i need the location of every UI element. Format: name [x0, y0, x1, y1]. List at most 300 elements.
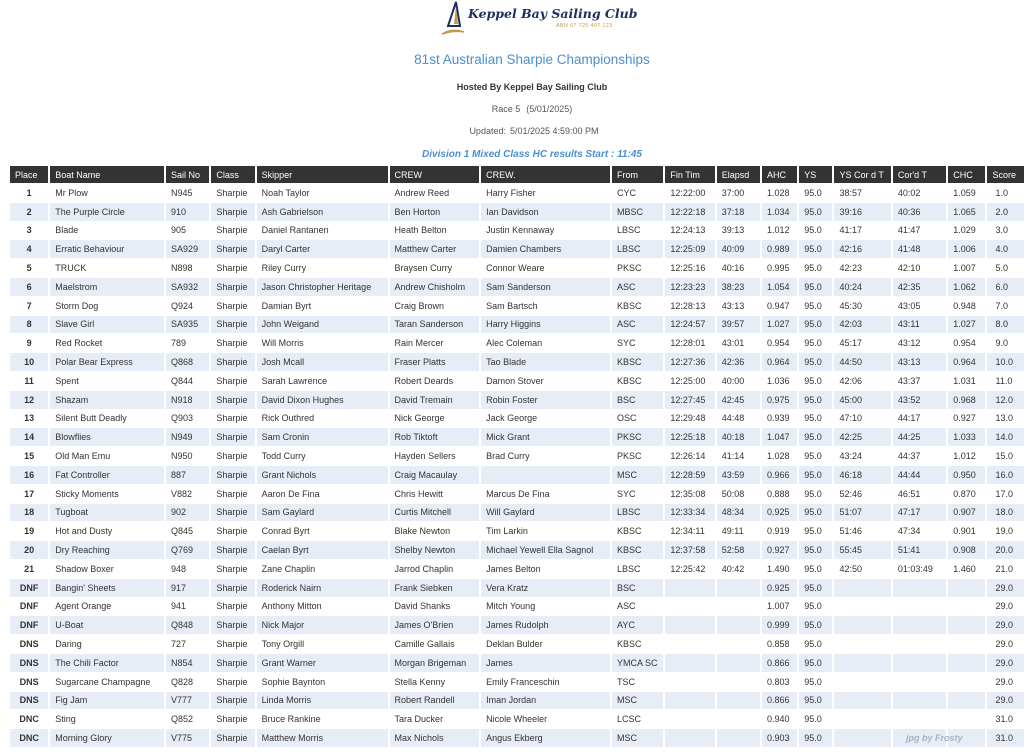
division-heading: Division 1 Mixed Class HC results Start : 11:45: [422, 149, 642, 160]
sail-no-cell: V775: [166, 729, 209, 747]
crew-2-cell: Mick Grant: [481, 428, 610, 446]
fin-time-cell: [665, 616, 714, 634]
sail-no-cell: V777: [166, 692, 209, 710]
score-cell: 20.0: [987, 541, 1023, 559]
sail-no-cell: Q903: [171, 413, 194, 424]
ys-corrected-time-cell: 43:24: [839, 451, 863, 462]
sail-no-cell: 727: [171, 639, 187, 650]
ys-cell: 95.0: [804, 601, 822, 612]
ys-cell: 95.0: [804, 488, 822, 499]
score-cell: 29.0: [987, 579, 1023, 597]
column-header[interactable]: From: [612, 166, 663, 183]
place-cell: DNC: [10, 729, 48, 747]
ys-cell: 95.0: [804, 451, 822, 462]
corrected-time-cell: 43:52: [893, 391, 946, 409]
table-row: [10, 673, 1024, 691]
crew-2-cell: Tao Blade: [481, 353, 610, 371]
elapsed-cell: 44:48: [721, 413, 745, 424]
elapsed-cell: 40:42: [721, 563, 745, 574]
elapsed-cell: [717, 598, 760, 616]
column-header[interactable]: Score: [987, 166, 1023, 183]
score-cell: 15.0: [995, 451, 1014, 462]
skipper-cell: Anthony Mitton: [261, 601, 322, 612]
skipper-cell: Zane Chaplin: [261, 563, 316, 574]
elapsed-cell: 40:18: [717, 428, 760, 446]
ahc-cell: 0.925: [762, 579, 797, 597]
crew-cell: Stella Kenny: [394, 676, 446, 687]
ahc-cell: 1.027: [762, 316, 797, 334]
chc-cell: 1.062: [948, 278, 985, 296]
ys-corrected-time-cell: 47:10: [839, 413, 863, 424]
fin-time-cell: 12:29:48: [670, 413, 706, 424]
column-header[interactable]: Class: [211, 166, 254, 183]
ys-cell: 95.0: [804, 263, 822, 274]
sail-no-cell: 948: [171, 563, 187, 574]
score-cell: 17.0: [995, 488, 1014, 499]
chc-cell: 0.948: [953, 300, 976, 311]
boat-name-cell: Shadow Boxer: [55, 563, 114, 574]
ys-cell: 95.0: [799, 240, 832, 258]
sail-no-cell: Q852: [171, 714, 194, 725]
skipper-cell: Will Morris: [261, 338, 304, 349]
elapsed-cell: 38:23: [717, 278, 760, 296]
class-cell: Sharpie: [216, 676, 248, 687]
table-row: [10, 240, 1024, 258]
chc-cell: [948, 710, 985, 728]
class-cell: Sharpie: [211, 316, 254, 334]
ys-cell: 95.0: [804, 639, 822, 650]
from-cell: PKSC: [612, 428, 663, 446]
ahc-cell: 0.989: [762, 240, 797, 258]
skipper-cell: David Dixon Hughes: [257, 391, 388, 409]
table-row: [10, 560, 1024, 578]
table-row: [10, 447, 1024, 465]
skipper-cell: Linda Morris: [257, 692, 388, 710]
column-header[interactable]: Skipper: [257, 166, 388, 183]
score-cell: 6.0: [987, 278, 1023, 296]
ys-corrected-time-cell: 40:24: [834, 278, 890, 296]
sail-no-cell: N918: [166, 391, 209, 409]
column-header[interactable]: AHC: [762, 166, 797, 183]
crew-2-cell: Justin Kennaway: [486, 225, 555, 236]
place-cell: 17: [24, 488, 35, 499]
fin-time-cell: 12:25:42: [670, 563, 706, 574]
score-cell: 29.0: [987, 692, 1023, 710]
ys-cell: 95.0: [799, 278, 832, 296]
ys-cell: 95.0: [804, 375, 822, 386]
elapsed-cell: 40:00: [721, 375, 745, 386]
skipper-cell: Sarah Lawrence: [261, 375, 328, 386]
from-cell: KBSC: [617, 639, 642, 650]
fin-time-cell: 12:33:34: [665, 504, 714, 522]
ys-corrected-time-cell: [834, 710, 890, 728]
corrected-time-cell: [893, 635, 946, 653]
corrected-time-cell: 40:36: [893, 203, 946, 221]
sail-no-cell: Q769: [166, 541, 209, 559]
ys-cell: 95.0: [804, 563, 822, 574]
ys-corrected-time-cell: 45:00: [834, 391, 890, 409]
ys-corrected-time-cell: 42:25: [834, 428, 890, 446]
crew-2-cell: [481, 466, 610, 484]
from-cell: BSC: [612, 579, 663, 597]
place-cell: DNF: [10, 579, 48, 597]
elapsed-cell: 40:09: [717, 240, 760, 258]
score-cell: 11.0: [995, 375, 1013, 386]
from-cell: MSC: [612, 729, 663, 747]
class-cell: Sharpie: [216, 451, 248, 462]
crew-2-cell: Sam Sanderson: [481, 278, 610, 296]
chc-cell: [948, 673, 985, 691]
fin-time-cell: 12:22:18: [665, 203, 714, 221]
ahc-cell: 1.047: [762, 428, 797, 446]
chc-cell: 1.029: [953, 225, 976, 236]
crew-cell: Taran Sanderson: [390, 316, 480, 334]
fin-time-cell: 12:25:16: [670, 263, 706, 274]
ys-cell: 95.0: [799, 579, 832, 597]
place-cell: DNF: [19, 601, 39, 612]
elapsed-cell: [717, 579, 760, 597]
skipper-cell: Grant Nichols: [257, 466, 388, 484]
skipper-cell: Noah Taylor: [261, 187, 310, 198]
fin-time-cell: [665, 710, 714, 728]
chc-cell: 0.927: [953, 413, 976, 424]
crew-cell: Frank Siebken: [390, 579, 480, 597]
ys-corrected-time-cell: 42:23: [839, 263, 863, 274]
class-cell: Sharpie: [216, 375, 248, 386]
place-cell: 13: [24, 413, 35, 424]
place-cell: DNS: [19, 639, 39, 650]
ahc-cell: 1.034: [762, 203, 797, 221]
crew-cell: Shelby Newton: [390, 541, 480, 559]
ahc-cell: 0.888: [767, 488, 790, 499]
boat-name-cell: Daring: [55, 639, 82, 650]
skipper-cell: Sam Gaylard: [257, 504, 388, 522]
column-header[interactable]: YS: [799, 166, 832, 183]
chc-cell: 0.870: [953, 488, 976, 499]
from-cell: MSC: [612, 692, 663, 710]
column-header[interactable]: Boat Name: [50, 166, 164, 183]
crew-2-cell: Emily Franceschin: [486, 676, 560, 687]
corrected-time-cell: [893, 710, 946, 728]
class-cell: Sharpie: [216, 488, 248, 499]
class-cell: Sharpie: [216, 601, 248, 612]
ys-corrected-time-cell: 39:16: [834, 203, 890, 221]
club-abn: ABN 67 725 407 123: [556, 23, 613, 29]
boat-name-cell: TRUCK: [55, 263, 87, 274]
sail-no-cell: N898: [171, 263, 193, 274]
corrected-time-cell: 44:44: [893, 466, 946, 484]
corrected-time-cell: 47:17: [893, 504, 946, 522]
fin-time-cell: [665, 654, 714, 672]
sail-no-cell: Q848: [166, 616, 209, 634]
column-header[interactable]: YS Cor d T: [834, 166, 890, 183]
fin-time-cell: 12:27:36: [665, 353, 714, 371]
place-cell: 3: [26, 225, 32, 236]
from-cell: MSC: [612, 466, 663, 484]
class-cell: Sharpie: [216, 563, 248, 574]
crew-2-cell: Tim Larkin: [486, 526, 528, 537]
ys-corrected-time-cell: 46:18: [834, 466, 890, 484]
sail-no-cell: N854: [166, 654, 209, 672]
score-cell: 29.0: [987, 654, 1023, 672]
sailboat-icon: [440, 0, 470, 38]
skipper-cell: Conrad Byrt: [261, 526, 310, 537]
fin-time-cell: 12:28:13: [670, 300, 706, 311]
corrected-time-cell: 01:03:49: [897, 563, 933, 574]
ys-cell: 95.0: [799, 654, 832, 672]
boat-name-cell: Maelstrom: [50, 278, 164, 296]
crew-2-cell: James Belton: [486, 563, 541, 574]
place-cell: 4: [10, 240, 48, 258]
sail-no-cell: 902: [166, 504, 209, 522]
corrected-time-cell: [893, 673, 946, 691]
ahc-cell: 0.866: [762, 654, 797, 672]
elapsed-cell: [717, 710, 760, 728]
fin-time-cell: 12:28:01: [670, 338, 706, 349]
crew-cell: James O'Brien: [390, 616, 480, 634]
race-info: [0, 104, 1024, 114]
boat-name-cell: The Purple Circle: [50, 203, 164, 221]
place-cell: 9: [26, 338, 32, 349]
ys-corrected-time-cell: 42:03: [834, 316, 890, 334]
from-cell: SYC: [617, 488, 636, 499]
place-cell: 12: [10, 391, 48, 409]
skipper-cell: John Weigand: [257, 316, 388, 334]
boat-name-cell: Fig Jam: [50, 692, 164, 710]
boat-name-cell: Fat Controller: [50, 466, 164, 484]
crew-cell: Rob Tiktoft: [390, 428, 480, 446]
skipper-cell: Tony Orgill: [261, 639, 305, 650]
elapsed-cell: [717, 692, 760, 710]
score-cell: 4.0: [987, 240, 1023, 258]
class-cell: Sharpie: [216, 413, 248, 424]
chc-cell: 0.901: [953, 526, 976, 537]
fin-time-cell: 12:25:09: [665, 240, 714, 258]
chc-cell: 1.065: [948, 203, 985, 221]
table-row: [10, 391, 1024, 409]
ahc-cell: 0.803: [767, 676, 790, 687]
ys-cell: 95.0: [799, 729, 832, 747]
table-row: [10, 297, 1024, 315]
crew-2-cell: Deklan Bulder: [486, 639, 543, 650]
corrected-time-cell: 43:13: [893, 353, 946, 371]
class-cell: Sharpie: [216, 526, 248, 537]
boat-name-cell: Sting: [55, 714, 76, 725]
ys-cell: 95.0: [804, 413, 822, 424]
column-header[interactable]: Elapsd: [717, 166, 760, 183]
ys-cell: 95.0: [804, 676, 822, 687]
column-header[interactable]: Sail No: [166, 166, 209, 183]
ahc-cell: 0.903: [762, 729, 797, 747]
crew-2-cell: Brad Curry: [486, 451, 530, 462]
watermark: jpg by Frosty: [906, 733, 963, 743]
ahc-cell: 0.925: [762, 504, 797, 522]
table-row: [10, 692, 1024, 710]
table-header-row: [10, 166, 1024, 183]
ys-cell: 95.0: [799, 428, 832, 446]
class-cell: Sharpie: [211, 240, 254, 258]
from-cell: ASC: [612, 278, 663, 296]
class-cell: Sharpie: [211, 391, 254, 409]
crew-cell: Camille Gallais: [394, 639, 455, 650]
score-cell: 29.0: [987, 616, 1023, 634]
place-cell: 5: [26, 263, 32, 274]
score-cell: 31.0: [987, 729, 1023, 747]
class-cell: Sharpie: [211, 654, 254, 672]
from-cell: BSC: [612, 391, 663, 409]
crew-2-cell: Sam Bartsch: [486, 300, 538, 311]
column-header[interactable]: Fin Tim: [665, 166, 714, 183]
crew-cell: Braysen Curry: [394, 263, 453, 274]
ahc-cell: 1.012: [767, 225, 790, 236]
column-header[interactable]: CREW: [390, 166, 480, 183]
crew-cell: Andrew Reed: [394, 187, 450, 198]
place-cell: DNS: [10, 654, 48, 672]
club-name-logo-text: Keppel Bay Sailing Club: [468, 6, 638, 21]
fin-time-cell: 12:25:18: [665, 428, 714, 446]
score-cell: 9.0: [995, 338, 1008, 349]
ahc-cell: 0.954: [767, 338, 790, 349]
skipper-cell: Daniel Rantanen: [261, 225, 329, 236]
sail-no-cell: Q845: [171, 526, 194, 537]
elapsed-cell: [717, 673, 760, 691]
class-cell: Sharpie: [216, 639, 248, 650]
boat-name-cell: The Chili Factor: [50, 654, 164, 672]
crew-cell: Chris Hewitt: [394, 488, 444, 499]
sail-no-cell: 905: [171, 225, 187, 236]
class-cell: Sharpie: [216, 263, 248, 274]
chc-cell: 1.059: [953, 187, 976, 198]
table-row: [10, 466, 1024, 484]
place-cell: 11: [24, 375, 34, 386]
crew-2-cell: Ian Davidson: [481, 203, 610, 221]
crew-2-cell: Damien Chambers: [481, 240, 610, 258]
crew-cell: Fraser Platts: [390, 353, 480, 371]
score-cell: 14.0: [987, 428, 1023, 446]
score-cell: 29.0: [995, 639, 1014, 650]
crew-cell: Andrew Chisholm: [390, 278, 480, 296]
column-header[interactable]: Place: [10, 166, 48, 183]
elapsed-cell: 43:13: [721, 300, 745, 311]
skipper-cell: Riley Curry: [261, 263, 307, 274]
boat-name-cell: Old Man Emu: [55, 451, 111, 462]
ys-cell: 95.0: [799, 541, 832, 559]
chc-cell: 1.460: [953, 563, 976, 574]
column-header[interactable]: CHC: [948, 166, 985, 183]
ys-corrected-time-cell: [834, 616, 890, 634]
corrected-time-cell: 47:34: [897, 526, 921, 537]
fin-time-cell: 12:26:14: [670, 451, 706, 462]
chc-cell: 0.954: [953, 338, 976, 349]
corrected-time-cell: [893, 579, 946, 597]
class-cell: Sharpie: [211, 466, 254, 484]
ahc-cell: 0.940: [767, 714, 790, 725]
score-cell: 18.0: [987, 504, 1023, 522]
boat-name-cell: Morning Glory: [50, 729, 164, 747]
crew-cell: Jarrod Chaplin: [394, 563, 454, 574]
elapsed-cell: 48:34: [717, 504, 760, 522]
elapsed-cell: 50:08: [721, 488, 745, 499]
crew-2-cell: Jack George: [486, 413, 538, 424]
table-row: [10, 729, 1024, 747]
class-cell: Sharpie: [211, 278, 254, 296]
score-cell: 7.0: [995, 300, 1008, 311]
from-cell: LBSC: [612, 240, 663, 258]
elapsed-cell: 39:57: [717, 316, 760, 334]
place-cell: DNS: [19, 676, 39, 687]
table-row: [10, 598, 1024, 616]
sail-no-cell: N945: [171, 187, 193, 198]
place-cell: 8: [10, 316, 48, 334]
crew-cell: Craig Macaulay: [390, 466, 480, 484]
crew-2-cell: Marcus De Fina: [486, 488, 550, 499]
fin-time-cell: 12:22:00: [670, 187, 706, 198]
elapsed-cell: 37:00: [721, 187, 745, 198]
ys-cell: 95.0: [804, 300, 822, 311]
corrected-time-cell: [893, 692, 946, 710]
chc-cell: 0.964: [948, 353, 985, 371]
crew-cell: Ben Horton: [390, 203, 480, 221]
from-cell: LBSC: [617, 563, 641, 574]
crew-2-cell: Nicole Wheeler: [486, 714, 548, 725]
skipper-cell: Caelan Byrt: [257, 541, 388, 559]
class-cell: Sharpie: [216, 225, 248, 236]
crew-cell: David Shanks: [394, 601, 451, 612]
score-cell: 29.0: [995, 676, 1014, 687]
from-cell: KBSC: [617, 300, 642, 311]
ys-cell: 95.0: [804, 187, 822, 198]
ys-corrected-time-cell: 42:16: [834, 240, 890, 258]
fin-time-cell: [665, 579, 714, 597]
corrected-time-cell: 43:37: [897, 375, 921, 386]
fin-time-cell: [665, 635, 714, 653]
score-cell: 5.0: [995, 263, 1008, 274]
ahc-cell: 1.028: [767, 451, 790, 462]
column-header[interactable]: Cor'd T: [893, 166, 946, 183]
corrected-time-cell: [893, 654, 946, 672]
boat-name-cell: Blade: [55, 225, 79, 236]
sail-no-cell: SA932: [166, 278, 209, 296]
skipper-cell: Josh Mcall: [257, 353, 388, 371]
score-cell: 2.0: [987, 203, 1023, 221]
crew-2-cell: James Rudolph: [481, 616, 610, 634]
class-cell: Sharpie: [216, 714, 248, 725]
crew-cell: Heath Belton: [394, 225, 447, 236]
elapsed-cell: [717, 635, 760, 653]
boat-name-cell: Spent: [55, 375, 79, 386]
boat-name-cell: Hot and Dusty: [55, 526, 113, 537]
corrected-time-cell: 41:48: [893, 240, 946, 258]
class-cell: Sharpie: [211, 353, 254, 371]
boat-name-cell: Sugarcane Champagne: [55, 676, 151, 687]
sail-no-cell: N949: [166, 428, 209, 446]
boat-name-cell: Agent Orange: [55, 601, 112, 612]
boat-name-cell: U-Boat: [50, 616, 164, 634]
ys-corrected-time-cell: [834, 635, 890, 653]
crew-cell: Robert Deards: [394, 375, 454, 386]
score-cell: 31.0: [995, 714, 1014, 725]
from-cell: LBSC: [617, 225, 641, 236]
from-cell: ASC: [612, 316, 663, 334]
boat-name-cell: Mr Plow: [55, 187, 88, 198]
chc-cell: [948, 616, 985, 634]
column-header[interactable]: CREW.: [481, 166, 610, 183]
ahc-cell: 0.947: [767, 300, 790, 311]
sail-no-cell: SA935: [166, 316, 209, 334]
elapsed-cell: 52:58: [717, 541, 760, 559]
boat-name-cell: Dry Reaching: [50, 541, 164, 559]
race-date: (5/01/2025): [526, 104, 573, 114]
